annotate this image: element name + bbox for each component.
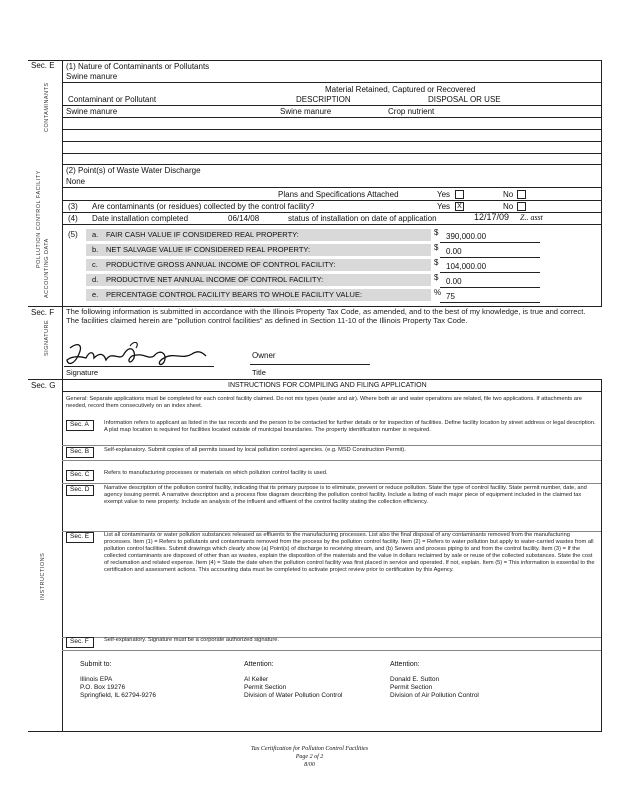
side-label-signature: SIGNATURE xyxy=(44,319,50,356)
accounting-row-unit: $ xyxy=(434,258,439,267)
side-label-accounting-data: ACCOUNTING DATA xyxy=(44,238,50,298)
accounting-row-label: PERCENTAGE CONTROL FACILITY BEARS TO WHOLE FACILITY VALUE: xyxy=(106,290,363,299)
accounting-row-label: PRODUCTIVE NET ANNUAL INCOME OF CONTROL FACILITY: xyxy=(106,275,324,284)
plans-label: Plans and Specifications Attached xyxy=(278,190,399,199)
item3-no-checkbox[interactable] xyxy=(517,202,526,211)
plans-no-checkbox[interactable] xyxy=(517,190,526,199)
accounting-row-letter: e. xyxy=(92,290,99,299)
address-illinois-epa: Illinois EPA P.O. Box 19276 Springfield, IL 62794-9276 xyxy=(80,676,157,699)
row1-disposal: Crop nutrient xyxy=(388,107,435,116)
footer xyxy=(0,745,619,769)
instruction-section-box xyxy=(66,485,94,496)
accounting-row-label: FAIR CASH VALUE IF CONSIDERED REAL PROPERTY: xyxy=(106,230,299,239)
side-label-contaminants: CONTAMINANTS xyxy=(44,82,50,132)
instruction-text: Self-explanatory. Submit copies of all permits issued by local pollution control agencies. (e.g. MSD Construction Permit). xyxy=(104,447,406,453)
instruction-section-box xyxy=(66,470,94,481)
instructions-heading: INSTRUCTIONS FOR COMPILING AND FILING APPLICATION xyxy=(228,382,427,389)
plans-yes-checkbox[interactable] xyxy=(455,190,464,199)
owner-label: Owner xyxy=(252,351,276,360)
item3-text: Are contaminants (or residues) collected by the control facility? xyxy=(92,202,315,211)
item4-text: Date installation completed xyxy=(92,214,189,223)
side-label-pollution-control-facility: POLLUTION CONTROL FACILITY xyxy=(36,170,42,268)
col-contaminant-header: Contaminant or Pollutant xyxy=(68,95,157,104)
item5-number: (5) xyxy=(68,230,78,239)
accounting-row-label: NET SALVAGE VALUE IF CONSIDERED REAL PROPERTY: xyxy=(106,245,311,254)
item3-yes-checkbox[interactable]: X xyxy=(455,202,464,211)
accounting-row-letter: a. xyxy=(92,230,99,239)
instruction-divider xyxy=(62,445,601,446)
instruction-text: Information refers to applicant as listed in the tax records and the person to be contacted for further details or for inspection of facilities. Define facility location by street address or legal description. A plat map location is required for facilities located outside of municipal boundaries. The property identification number is required. xyxy=(104,420,596,433)
accounting-row-unit: % xyxy=(434,288,442,297)
instruction-text: Refers to manufacturing processes or materials on which pollution control facility is used. xyxy=(104,470,328,476)
accounting-row-underline xyxy=(440,302,540,303)
sec-e-label: Sec. E xyxy=(31,61,55,70)
instruction-section-label: Sec. A xyxy=(70,421,89,428)
accounting-row-value[interactable]: 0.00 xyxy=(446,247,462,256)
address-water-division: Al Keller Permit Section Division of Water Pollution Control xyxy=(244,676,343,699)
plans-yes-label: Yes xyxy=(437,190,451,199)
instruction-section-label: Sec. B xyxy=(70,448,90,455)
instruction-section-box xyxy=(66,420,94,431)
item3-number: (3) xyxy=(68,202,78,211)
item4-number: (4) xyxy=(68,214,78,223)
attention-label-1: Attention: xyxy=(244,661,274,668)
instruction-text: List all contaminants or water pollution substances released as effluents to the manufacturing processes. List also the final disposal of any contaminants removed from the manufacturing processes. Item (1) = Refers to pollutants and contaminants removed from the process by the pollution control facility. Item (2) = Refers to water pollution but apply to water-carried wastes from all pollution control facilities. Submit drawings which clearly show (a) Point(s) of discharge to receiving stream, and (b) Sewers and process piping to and from the control facility. Item (3) = If the collected contaminants are disposed of other than as wastes, explain the disposition of the materials and the value in dollars reclaimed by sale or reuse of the collected substances. State the cost of reclamation and related expense. Item (4) = State the date when the pollution control facility was first placed in service and operated. If not, explain. Item (5) = This information is essential to the certification and assessment actions. This accounting data must be completed to activate project review prior to certification by this Agency. xyxy=(104,532,595,573)
col-description-header: DESCRIPTION xyxy=(296,95,351,104)
accounting-row-letter: c. xyxy=(92,260,98,269)
certification-text: The following information is submitted in accordance with the Illinois Property Tax Code, as amended, and to the best of my knowledge, is true and correct. The facilities claimed herein are "pollution control facilities" as defined in Section 11-10 of the Illinois Property Tax Code. xyxy=(66,307,586,325)
accounting-row-letter: b. xyxy=(92,245,99,254)
item2-title: (2) Point(s) of Waste Water Discharge xyxy=(66,166,201,175)
item1-title: (1) Nature of Contaminants or Pollutants xyxy=(66,62,210,71)
item4-handwritten-note: Z.. asst xyxy=(520,213,543,222)
instruction-section-label: Sec. E xyxy=(70,533,90,540)
footer-revision-date: 8/00 xyxy=(304,762,315,768)
instruction-section-label: Sec. F xyxy=(70,638,89,645)
accounting-row-letter: d. xyxy=(92,275,99,284)
accounting-row-unit: $ xyxy=(434,273,439,282)
title-label: Title xyxy=(252,368,266,377)
instruction-section-box xyxy=(66,637,94,648)
signature-label: Signature xyxy=(66,368,99,377)
instruction-section-box xyxy=(66,447,94,458)
row1-contaminant: Swine manure xyxy=(66,107,118,116)
instruction-divider xyxy=(62,483,601,484)
accounting-row-unit: $ xyxy=(434,243,439,252)
material-retained-header: Material Retained, Captured or Recovered xyxy=(325,85,476,94)
accounting-row-underline xyxy=(440,287,540,288)
instruction-text: Narrative description of the pollution control facility, indicating that its primary purpose is to eliminate, prevent or reduce pollution. State the type of control facility. State permit number, date, and agency issuing permit. A narrative description and a process flow diagram describing the pollution control facility. Include a listing of each major piece of equipment included in the claimed tax exempt value to new property. Include an analysis of the influent and effluent of the control facility stating the collection efficiency. xyxy=(104,485,587,505)
accounting-row-value[interactable]: 390,000.00 xyxy=(446,232,487,241)
attention-label-2: Attention: xyxy=(390,661,420,668)
instruction-section-label: Sec. C xyxy=(70,471,90,478)
row1-description: Swine manure xyxy=(280,107,332,116)
side-label-instructions: INSTRUCTIONS xyxy=(40,552,46,600)
instruction-text: Self-explanatory. Signature must be a corporate authorized signature. xyxy=(104,637,280,643)
instruction-section-label: Sec. D xyxy=(70,486,90,493)
accounting-row-underline xyxy=(440,257,540,258)
item3-yes-label: Yes xyxy=(437,202,451,211)
accounting-row-underline xyxy=(440,242,540,243)
sec-f-label: Sec. F xyxy=(31,308,55,317)
address-air-division: Donald E. Sutton Permit Section Division of Air Pollution Control xyxy=(390,676,479,699)
footer-form-title: Tax Certification for Pollution Control Facilities xyxy=(250,746,369,752)
item1-value: Swine manure xyxy=(66,72,118,81)
accounting-row-value[interactable]: 0.00 xyxy=(446,277,462,286)
plans-no-label: No xyxy=(503,190,514,199)
accounting-row-value[interactable]: 104,000.00 xyxy=(446,262,487,271)
footer-page-number: Page 2 of 2 xyxy=(295,754,324,760)
accounting-row-underline xyxy=(440,272,540,273)
accounting-row-label: PRODUCTIVE GROSS ANNUAL INCOME OF CONTROL FACILITY: xyxy=(106,260,336,269)
sec-g-label: Sec. G xyxy=(31,381,56,390)
item4-application-date: 12/17/09 xyxy=(474,212,510,222)
instruction-divider xyxy=(62,650,601,651)
col-disposal-header: DISPOSAL OR USE xyxy=(428,95,501,104)
item2-value: None xyxy=(66,177,86,186)
item4-status-text: status of installation on date of application xyxy=(288,214,437,223)
item4-date: 06/14/08 xyxy=(228,214,260,223)
item3-no-label: No xyxy=(503,202,514,211)
general-instructions: General: Separate applications must be completed for each control facility claimed. Do not mix types (water and air). Where both air and water operations are related, file two applications. If attachments are needed, record them consecutively on an index sheet. xyxy=(66,396,582,409)
instruction-section-box xyxy=(66,532,94,543)
accounting-row-value[interactable]: 75 xyxy=(446,292,455,301)
accounting-row-unit: $ xyxy=(434,228,439,237)
instruction-divider xyxy=(62,460,601,461)
submit-to-label: Submit to: xyxy=(80,661,112,668)
